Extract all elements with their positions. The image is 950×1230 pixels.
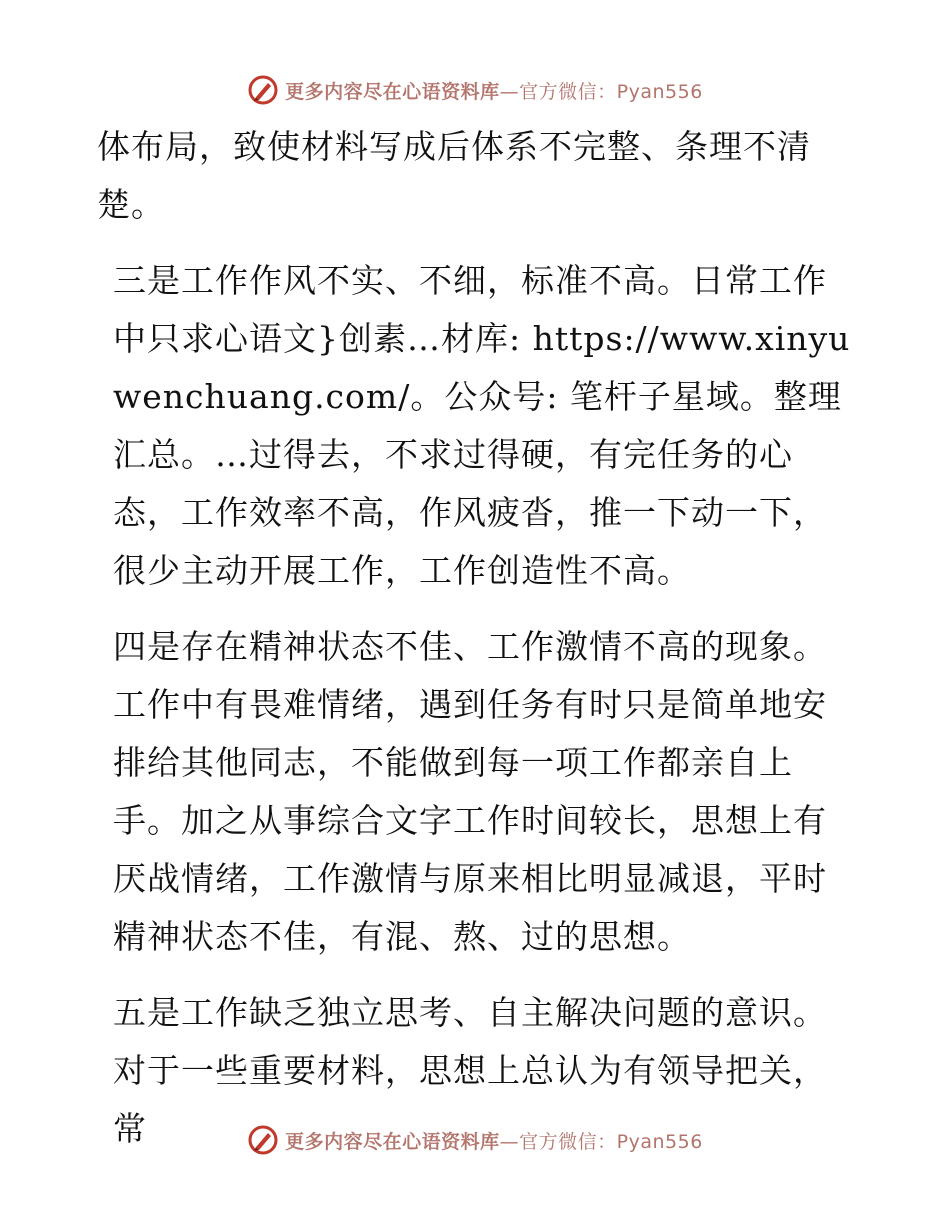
watermark-text: 更多内容尽在心语资料库—官方微信：Pyan556 — [285, 1130, 703, 1153]
document-body — [97, 118, 857, 1176]
pen-logo-icon — [247, 74, 279, 106]
watermark-text: 更多内容尽在心语资料库—官方微信：Pyan556 — [285, 80, 703, 103]
paragraph: 三是工作作风不实、不细，标准不高。日常工作中只求心语文}创素…材库: https://www.xinyuwenchuang.com/。公众号: 笔杆子星域。整理汇总。…过得去，不求过得硬，有完任务的心态，工作效率不高，作风疲沓，推一下动一下，很少主动开展工作，工作创造性不高。 — [113, 261, 851, 590]
footer-watermark — [0, 1120, 950, 1160]
pen-logo-icon — [247, 1124, 279, 1156]
paragraph: 四是存在精神状态不佳、工作激情不高的现象。工作中有畏难情绪，遇到任务有时只是简单地安排给其他同志，不能做到每一项工作都亲自上手。加之从事综合文字工作时间较长，思想上有厌战情绪，工作激情与原来相比明显减退，平时精神状态不佳，有混、熬、过的思想。 — [113, 627, 827, 956]
paragraph: 体布局，致使材料写成后体系不完整、条理不清楚。 — [97, 127, 811, 224]
header-watermark — [0, 70, 950, 110]
paragraph: 五是工作缺乏独立思考、自主解决问题的意识。对于一些重要材料，思想上总认为有领导把关，常 — [113, 993, 827, 1148]
